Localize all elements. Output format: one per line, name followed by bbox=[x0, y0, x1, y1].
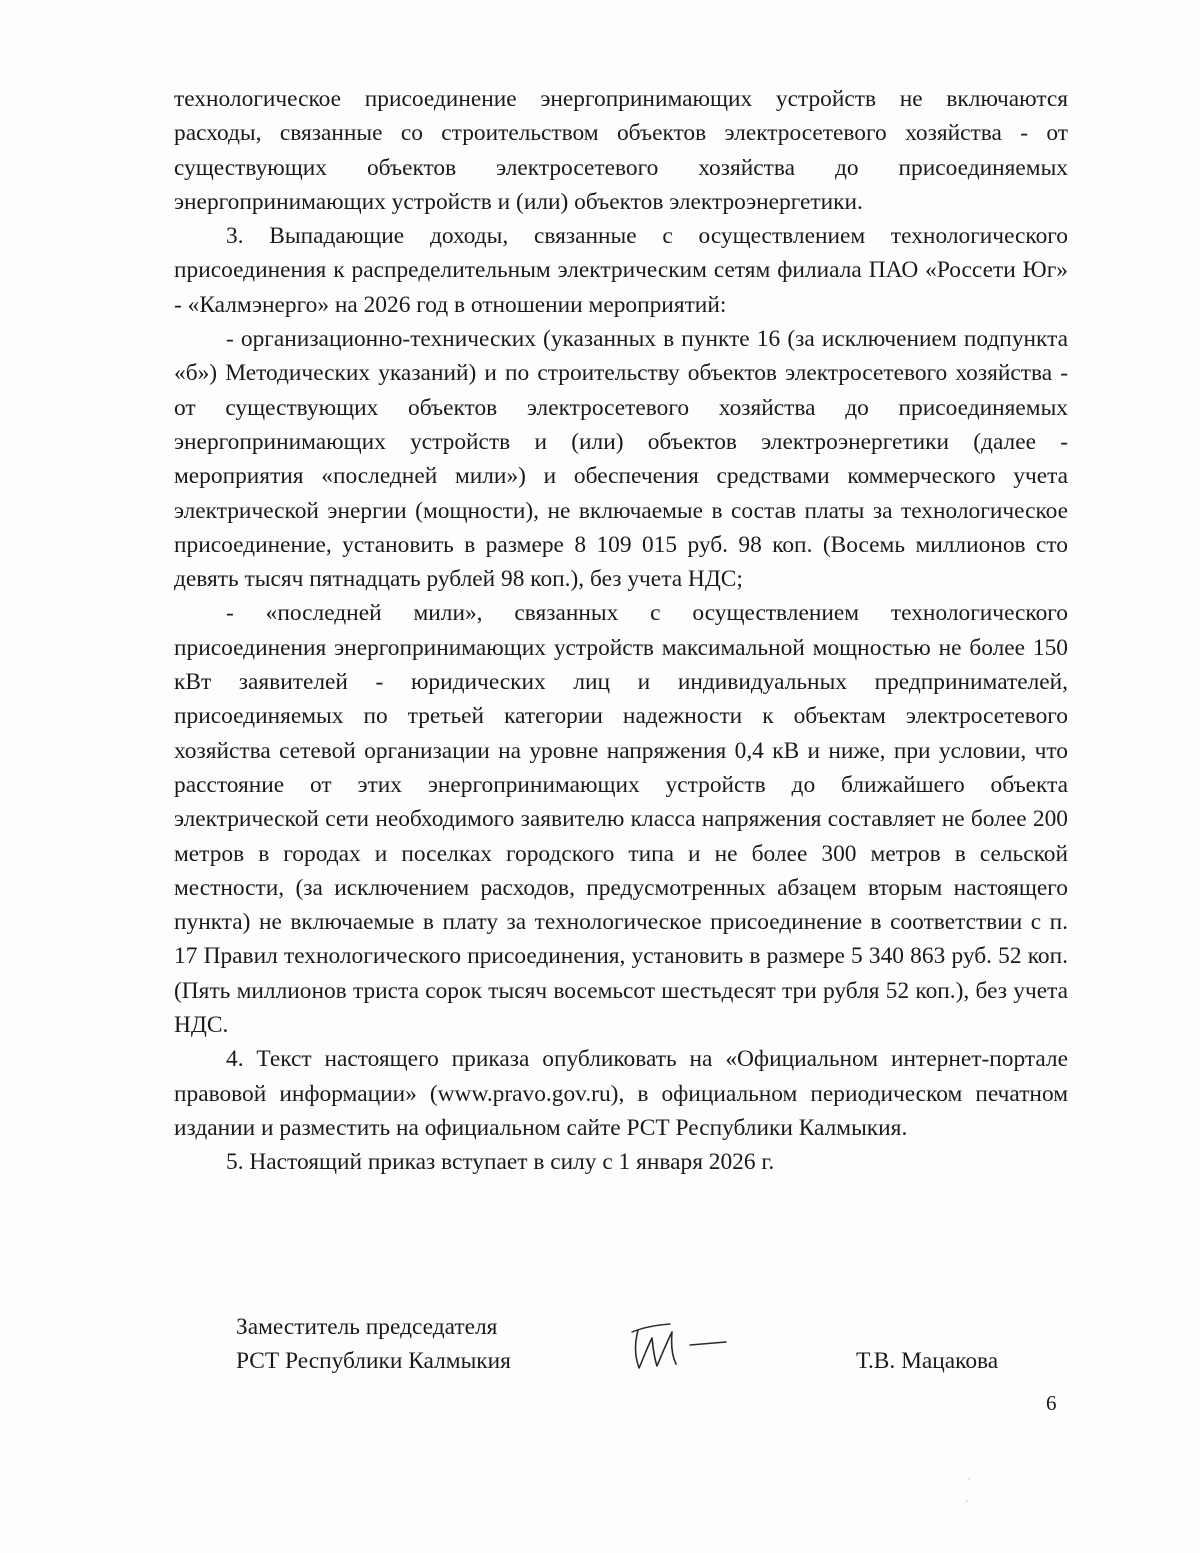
paragraph-item-5: 5. Настоящий приказ вступает в силу с 1 января 2026 г. bbox=[226, 1149, 775, 1176]
paragraph-item-3-organizational: - организационно-технических (указанных в пункте 16 (за исключением подпункта «б») Методических указаний) и по строительству объектов электросетевого хозяйства - от существующих объектов электросетевого хозяйства до присоединяемых энергопринимающих устройств и (или) объектов электроэнергетики (далее - мероприятия «последней мили») и обеспечения средствами коммерческого учета электрической энергии (мощности), не включаемые в состав платы за технологическое присоединение, установить в размере 8 109 015 руб. 98 коп. (Восемь миллионов сто девять тысяч пятнадцать рублей 98 коп.), без учета НДС; bbox=[174, 326, 1068, 593]
paragraph-item-3-last-mile: - «последней мили», связанных с осуществлением технологического присоединения энергопринимающих устройств максимальной мощностью не более 150 кВт заявителей - юридических лиц и индивидуальных предпринимателей, присоединяемых по третьей категории надежности к объектам электросетевого хозяйства сетевой организации на уровне напряжения 0,4 кВ и ниже, при условии, что расстояние от этих энергопринимающих устройств до ближайшего объекта электрической сети необходимого заявителю класса напряжения составляет не более 200 метров в городах и поселках городского типа и не более 300 метров в сельской местности, (за исключением расходов, предусмотренных абзацем вторым настоящего пункта) не включаемые в плату за технологическое присоединение в соответствии с п. 17 Правил технологического присоединения, установить в размере 5 340 863 руб. 52 коп. (Пять миллионов триста сорок тысяч восемьсот шестьдесят три рубля 52 коп.), без учета НДС. bbox=[174, 600, 1068, 1039]
signatory-position-line-2: РСТ Республики Калмыкия bbox=[236, 1348, 511, 1374]
page-number: 6 bbox=[1046, 1391, 1057, 1415]
paragraph-item-4: 4. Текст настоящего приказа опубликовать на «Официальном интернет-портале правовой информации» (www.pravo.gov.ru), в официальном периодическом печатном издании и разместить на официальном сайте РСТ Республики Калмыкия. bbox=[174, 1046, 1068, 1141]
paragraph-item-3: 3. Выпадающие доходы, связанные с осуществлением технологического присоединения к распределительным электрическим сетям филиала ПАО «Россети Юг» - «Калмэнерго» на 2026 год в отношении мероприятий: bbox=[174, 223, 1068, 318]
signatory-position bbox=[236, 1310, 596, 1378]
signature-block bbox=[0, 1310, 1200, 1390]
scan-artifact bbox=[966, 1500, 968, 1502]
scan-artifact bbox=[968, 1478, 970, 1480]
signatory-position-line-1: Заместитель председателя bbox=[236, 1314, 498, 1340]
document-body bbox=[174, 82, 1068, 1180]
paragraph-continuation: технологическое присоединение энергопринимающих устройств не включаются расходы, связанные со строительством объектов электросетевого хозяйства - от существующих объектов электросетевого хозяйства до присоединяемых энергопринимающих устройств и (или) объектов электроэнергетики. bbox=[174, 86, 1068, 215]
signatory-name: Т.В. Мацакова bbox=[856, 1348, 999, 1374]
handwritten-signature-icon bbox=[626, 1318, 736, 1378]
